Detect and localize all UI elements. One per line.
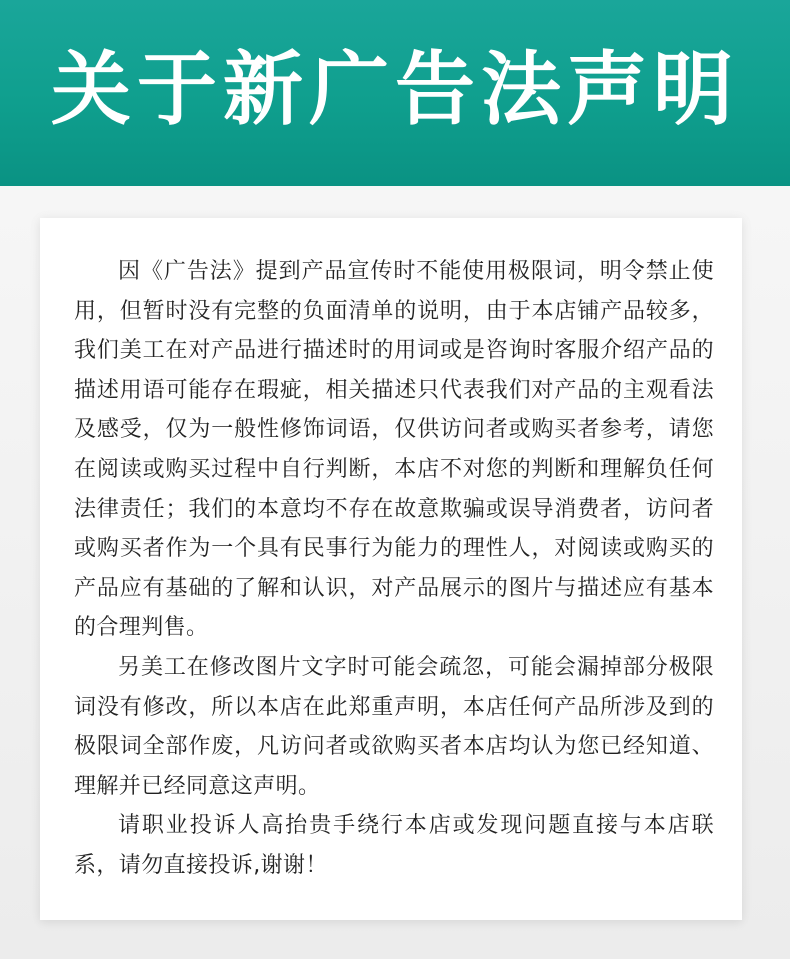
statement-card <box>40 218 742 920</box>
page-title: 关于新广告法声明 <box>51 43 739 136</box>
header-banner <box>0 0 790 186</box>
statement-paragraph-2: 另美工在修改图片文字时可能会疏忽，可能会漏掉部分极限词没有修改，所以本店在此郑重声明，本店任何产品所涉及到的极限词全部作废，凡访问者或欲购买者本店均认为您已经知道、理解并已经同意这声明。 <box>74 654 714 799</box>
statement-paragraph-3: 请职业投诉人高抬贵手绕行本店或发现问题直接与本店联系，请勿直接投诉,谢谢！ <box>74 813 714 878</box>
statement-paragraph-1: 因《广告法》提到产品宣传时不能使用极限词，明令禁止使用，但暂时没有完整的负面清单的说明，由于本店铺产品较多，我们美工在对产品进行描述时的用词或是咨询时客服介绍产品的描述用语可能存在瑕疵，相关描述只代表我们对产品的主观看法及感受，仅为一般性修饰词语，仅供访问者或购买者参考，请您在阅读或购买过程中自行判断，本店不对您的判断和理解负任何法律责任；我们的本意均不存在故意欺骗或误导消费者，访问者或购买者作为一个具有民事行为能力的理性人，对阅读或购买的产品应有基础的了解和认识，对产品展示的图片与描述应有基本的合理判售。 <box>74 259 714 641</box>
